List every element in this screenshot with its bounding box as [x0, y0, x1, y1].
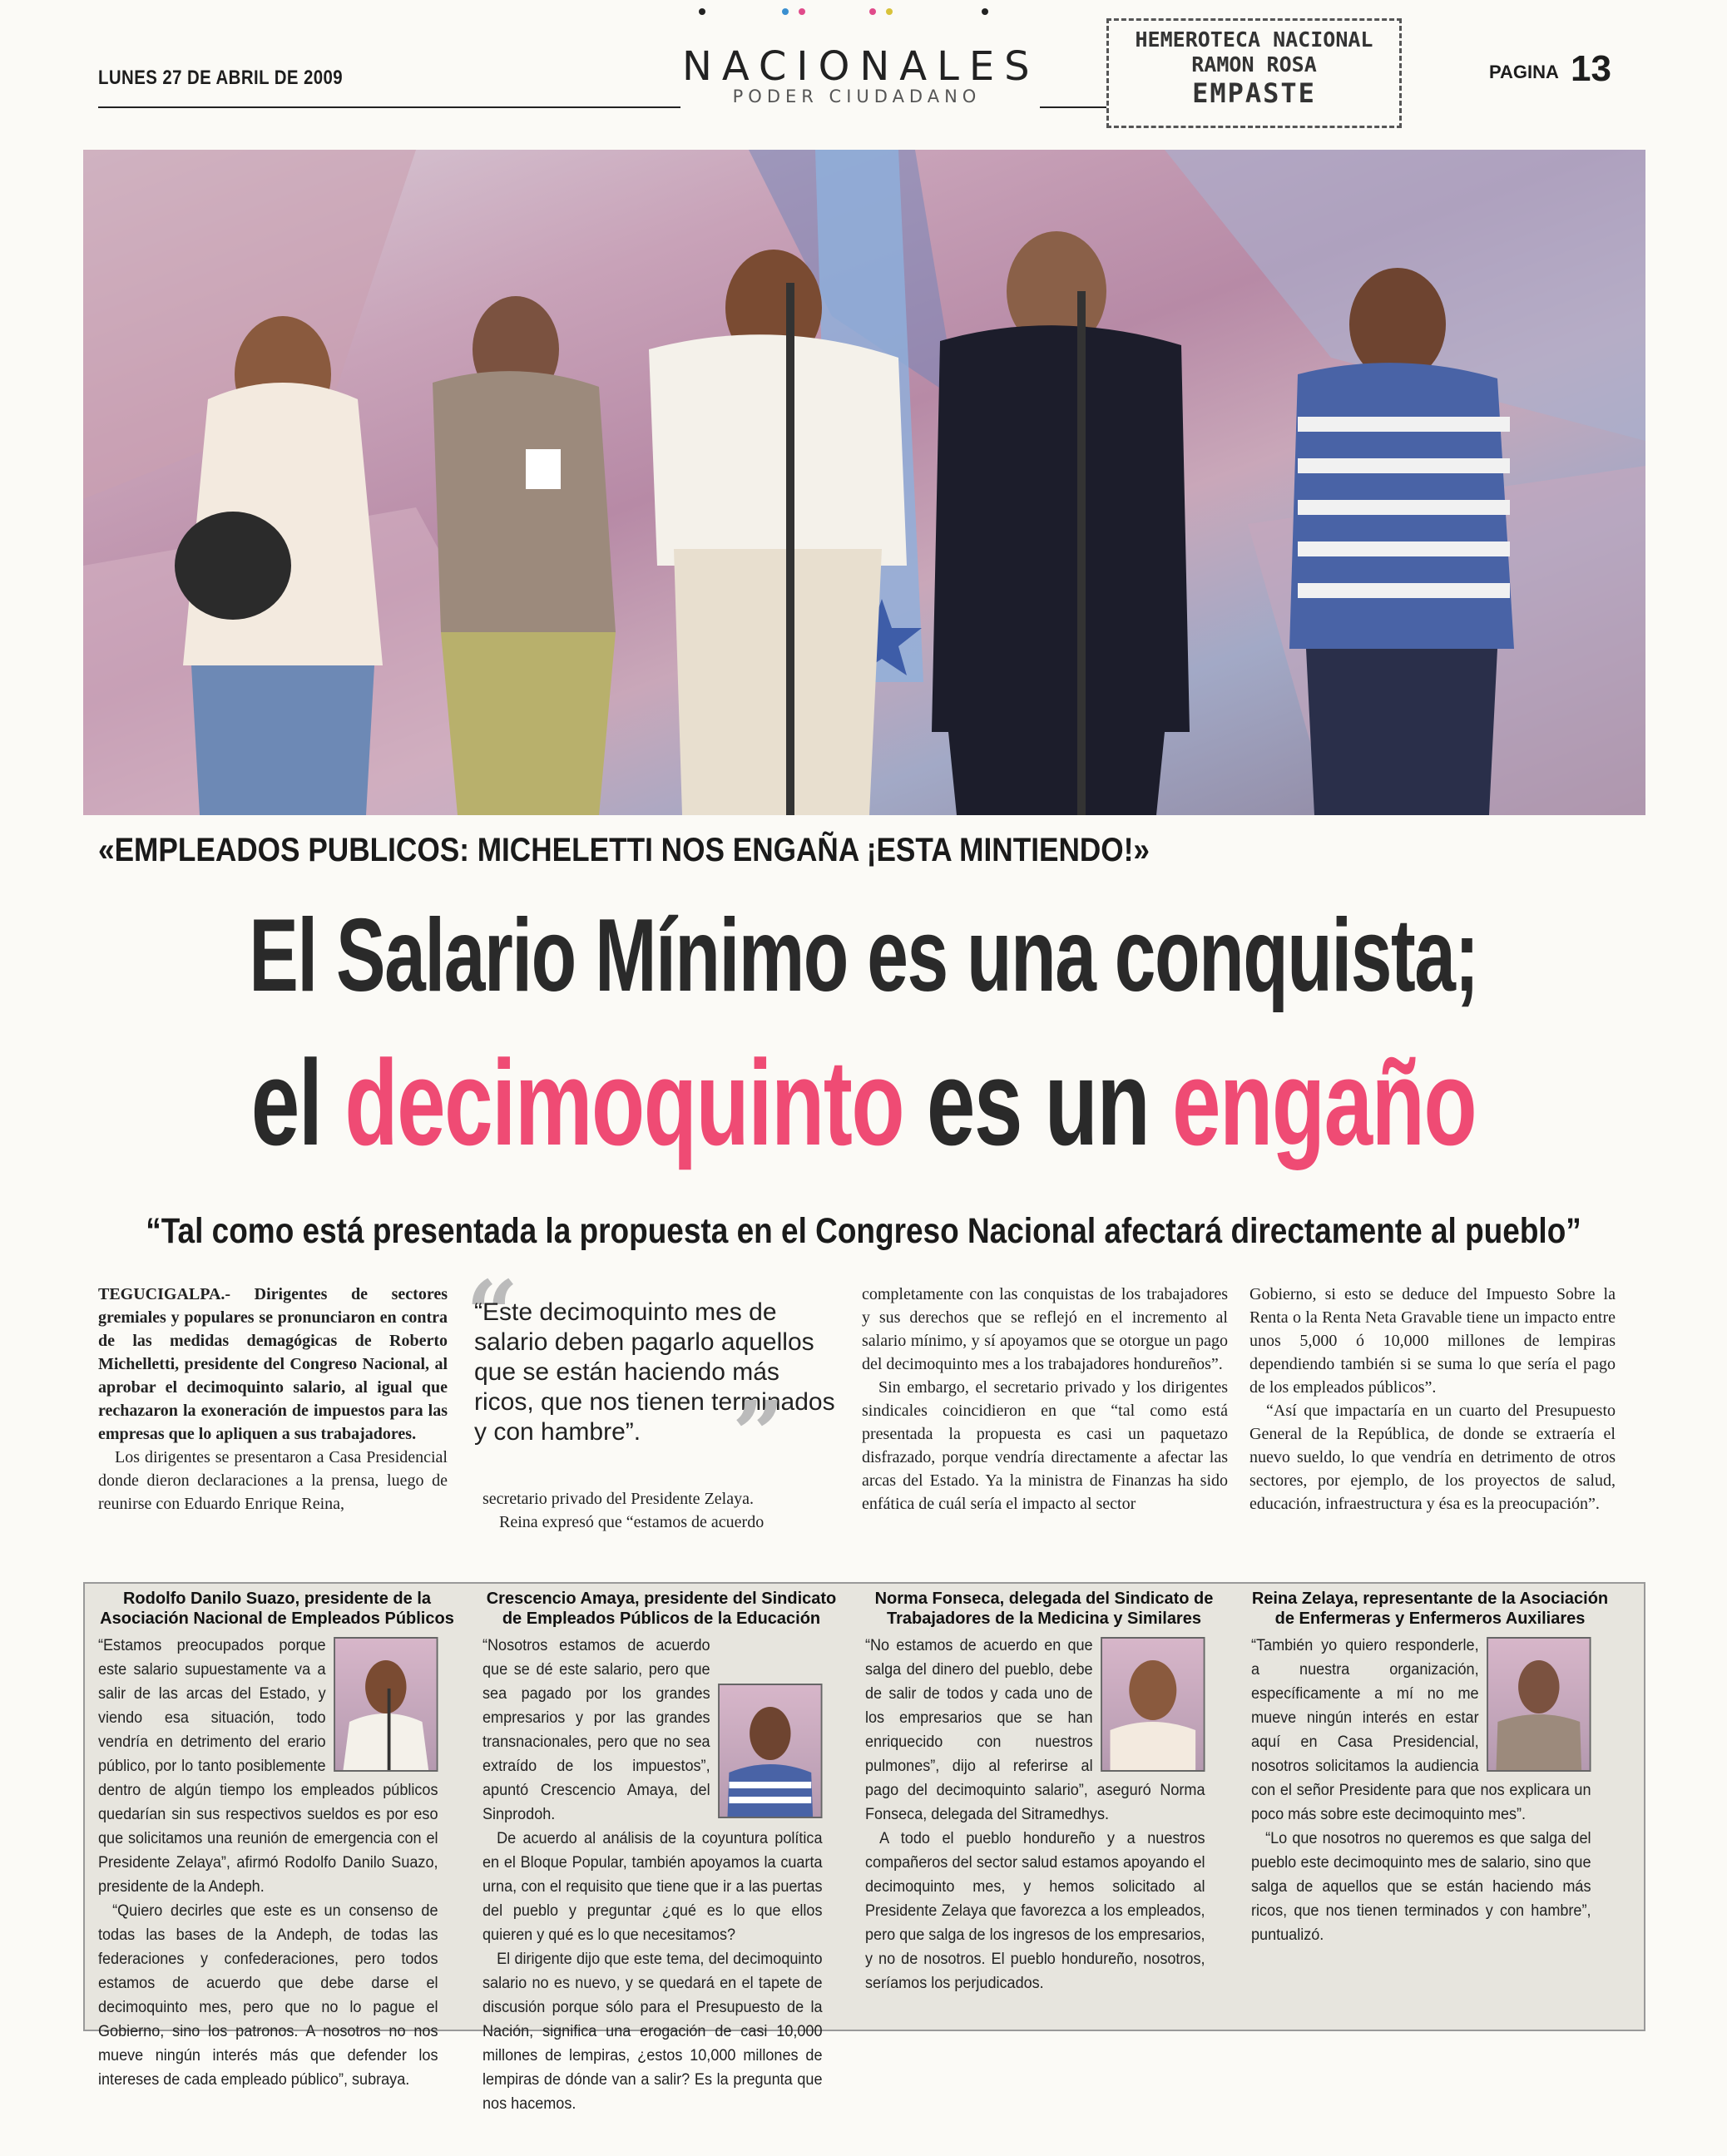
article-paragraph: Sin embargo, el secretario privado y los dirigentes sindicales coincidieron en que “tal como está presentada la propuesta es casi un paquetazo disfrazado, porque vendría directamente a afectar las arcas del Estado. Ya la ministra de Finanzas ha sido enfática de cuál sería el impacto al sector [862, 1378, 1228, 1513]
section-title: NACIONALES [682, 43, 1040, 90]
headline-word-decimoquinto: decimoquinto [344, 1035, 904, 1170]
deck-quote: “Tal como está presentada la propuesta en el Congreso Nacional afectará directamente al pueblo” [146, 1211, 1581, 1251]
portrait-photo [718, 1684, 822, 1818]
sidebar-text [1251, 1634, 1591, 1947]
kicker-headline: «EMPLEADOS PUBLICOS: MICHELETTI NOS ENGAÑA ¡ESTA MINTIENDO!» [98, 832, 1150, 868]
headline-word-es-un: es un [903, 1035, 1173, 1170]
sidebar-box-fonseca [865, 1589, 1223, 1995]
header-rule-left [98, 106, 680, 108]
portrait-photo [1487, 1637, 1591, 1772]
sidebar-paragraph: A todo el pueblo hondureño y a nuestros compañeros del sector salud estamos apoyando el decimoquinto mes, y hemos solicitado al Presidente Zelaya que favorezca a los empleados, pero que salga de los ingresos de los empresarios, y no de nosotros. El pueblo hondureño, nosotros, seríamos los perjudicados. [865, 1830, 1205, 1992]
headline-word-engano: engaño [1172, 1035, 1477, 1170]
issue-date: LUNES 27 DE ABRIL DE 2009 [98, 67, 344, 89]
header-rule-right [1040, 106, 1106, 108]
article-column-2 [482, 1487, 832, 1534]
pull-quote: “Este decimoquinto mes de salario deben pagarlo aquellos que se están haciendo más ricos, que nos tienen terminados y con hambre”. [474, 1298, 835, 1446]
sidebar-box-zelaya [1251, 1589, 1609, 1947]
article-column-3 [862, 1283, 1228, 1516]
portrait-photo [334, 1637, 438, 1772]
headline-word-el: el [250, 1035, 345, 1170]
sidebar-box-amaya [482, 1589, 840, 2116]
page-number: 13 [1571, 48, 1611, 89]
sidebar-paragraph: “Nosotros estamos de acuerdo que se dé este salario, pero que sea pagado por los grandes empresarios y por las grandes transnacionales, pero que no sea extraído de los impuestos”, apuntó Crescencio Amaya, del Sinprodoh. [482, 1637, 710, 1823]
close-quote-icon: ” [732, 1381, 785, 1488]
sidebar-text [865, 1634, 1205, 1995]
sidebar-box-suazo [98, 1589, 456, 2092]
sidebar-text [98, 1634, 438, 2092]
sidebar-paragraph: De acuerdo al análisis de la coyuntura política en el Bloque Popular, también apoyamos la cuarta urna, con el requisito que tiene que ir a las puertas del pueblo y preguntar ¿qué es lo que ellos quieren y qué es lo que necesitamos? [482, 1830, 823, 1944]
sidebar-paragraph: “Estamos preocupados porque este salario supuestamente va a salir de las arcas del Estado, y viendo esa situación, todo vendría en detrimento del erario público, por lo tanto posiblemente dentro de algún tiempo los empleados públicos quedarían sin sus respectivos sueldos es por eso que solicitamos una reunión de emergencia con el Presidente Zelaya”, afirmó Rodolfo Danilo Suazo, presidente de la Andeph. [98, 1637, 438, 1896]
article-paragraph: Gobierno, si esto se deduce del Impuesto Sobre la Renta o la Renta Neta Gravable tiene un impacto entre unos 5,000 ó 10,000 millones de lempiras dependiendo también si se suma lo que sería el pago de los empleados públicos”. [1249, 1285, 1616, 1397]
article-paragraph: secretario privado del Presidente Zelaya. [482, 1490, 754, 1508]
sidebar-title: Reina Zelaya, representante de la Asociación de Enfermeras y Enfermeros Auxiliares [1251, 1590, 1609, 1628]
sidebar-title: Norma Fonseca, delegada del Sindicato de Trabajadores de la Medicina y Similares [874, 1590, 1214, 1628]
sidebar-paragraph: “Quiero decirles que este es un consenso de todas las bases de la Andeph, de todas las federaciones y confederaciones, pero todos estamos de acuerdo que debe darse el decimoquinto mes, pero que no lo pague el Gobierno, sino los patronos. A nosotros no nos mueve ningún interés más que defender los intereses de cada empleado público”, subraya. [98, 1902, 438, 2089]
registration-dots [699, 8, 1015, 22]
section-subtitle: PODER CIUDADANO [732, 87, 982, 106]
sidebar-title: Rodolfo Danilo Suazo, presidente de la Asociación Nacional de Empleados Públicos [100, 1590, 454, 1628]
sidebar-title: Crescencio Amaya, presidente del Sindicato de Empleados Públicos de la Educación [486, 1590, 837, 1628]
article-paragraph: Reina expresó que “estamos de acuerdo [499, 1513, 765, 1531]
sidebar-paragraph: “Lo que nosotros no queremos es que salga del pueblo este decimoquinto mes de salario, sino que salga de aquellos que se están haciendo más ricos, que nos tienen terminados y con hambre”, puntualizó. [1251, 1830, 1591, 1944]
stamp-line-3: EMPASTE [1192, 77, 1316, 109]
article-paragraph: completamente con las conquistas de los trabajadores y sus derechos que se reflejó en el incremento al salario mínimo, y sí apoyamos que se otorgue un pago del decimoquinto mes a los trabajadores hondureños”. [862, 1285, 1228, 1373]
article-column-4 [1249, 1283, 1616, 1516]
article-lead-paragraph: TEGUCIGALPA.- Dirigentes de sectores gremiales y populares se pronunciaron en contra de las medidas demagógicas de Roberto Michelletti, presidente del Congreso Nacional, al aprobar el decimoquinto salario, al igual que rechazaron la exoneración de impuestos para las empresas que lo apliquen a sus trabajadores. [98, 1285, 448, 1443]
article-paragraph: “Así que impactaría en un cuarto del Presupuesto General de la República, de donde se extraería el nuevo sueldo, lo que vendría en detrimento de otros sectores, por ejemplo, de los proyectos de salud, educación, infraestructura y ésa es la preocupación”. [1249, 1402, 1616, 1513]
sidebar-paragraph: El dirigente dijo que este tema, del decimoquinto salario no es nuevo, y se quedará en el tapete de discusión porque sólo para el Presupuesto de la Nación, significa una erogación de casi 10,000 millones de lempiras, ¿estos 10,000 millones de lempiras de dónde van a salir? Es la pregunta que nos hacemos. [482, 1951, 823, 2113]
headline-line-2 [242, 1033, 1486, 1173]
sidebar-text [482, 1634, 823, 2116]
open-quote-icon: “ [466, 1260, 519, 1367]
portrait-photo [1101, 1637, 1205, 1772]
headline-line-1: El Salario Mínimo es una conquista; [249, 898, 1478, 1013]
stamp-line-1: HEMEROTECA NACIONAL [1135, 27, 1373, 52]
sidebar-paragraph: “También yo quiero responderle, a nuestra organización, específicamente a mí no me mueve ningún interés en estar aquí en Casa Presidencial, nosotros solicitamos la audiencia con el señor Presidente para que nos explicara un poco más sobre este decimoquinto mes”. [1251, 1637, 1591, 1823]
page-label: PAGINA [1489, 62, 1559, 82]
sidebar-paragraph: “No estamos de acuerdo en que salga del dinero del pueblo, debe de salir de todos y cada uno de los empresarios que se han enriquecido con nuestros pulmones”, dijo al referirse al pago del decimoquinto salario”, aseguró Norma Fonseca, delegada del Sitramedhys. [865, 1637, 1205, 1823]
article-paragraph: Los dirigentes se presentaron a Casa Presidencial donde dieron declaraciones a la prensa, luego de reunirse con Eduardo Enrique Reina, [98, 1448, 448, 1513]
archive-stamp [1106, 18, 1402, 128]
article-column-1 [98, 1283, 448, 1516]
main-photo [83, 150, 1645, 815]
stamp-line-2: RAMON ROSA [1191, 52, 1317, 77]
